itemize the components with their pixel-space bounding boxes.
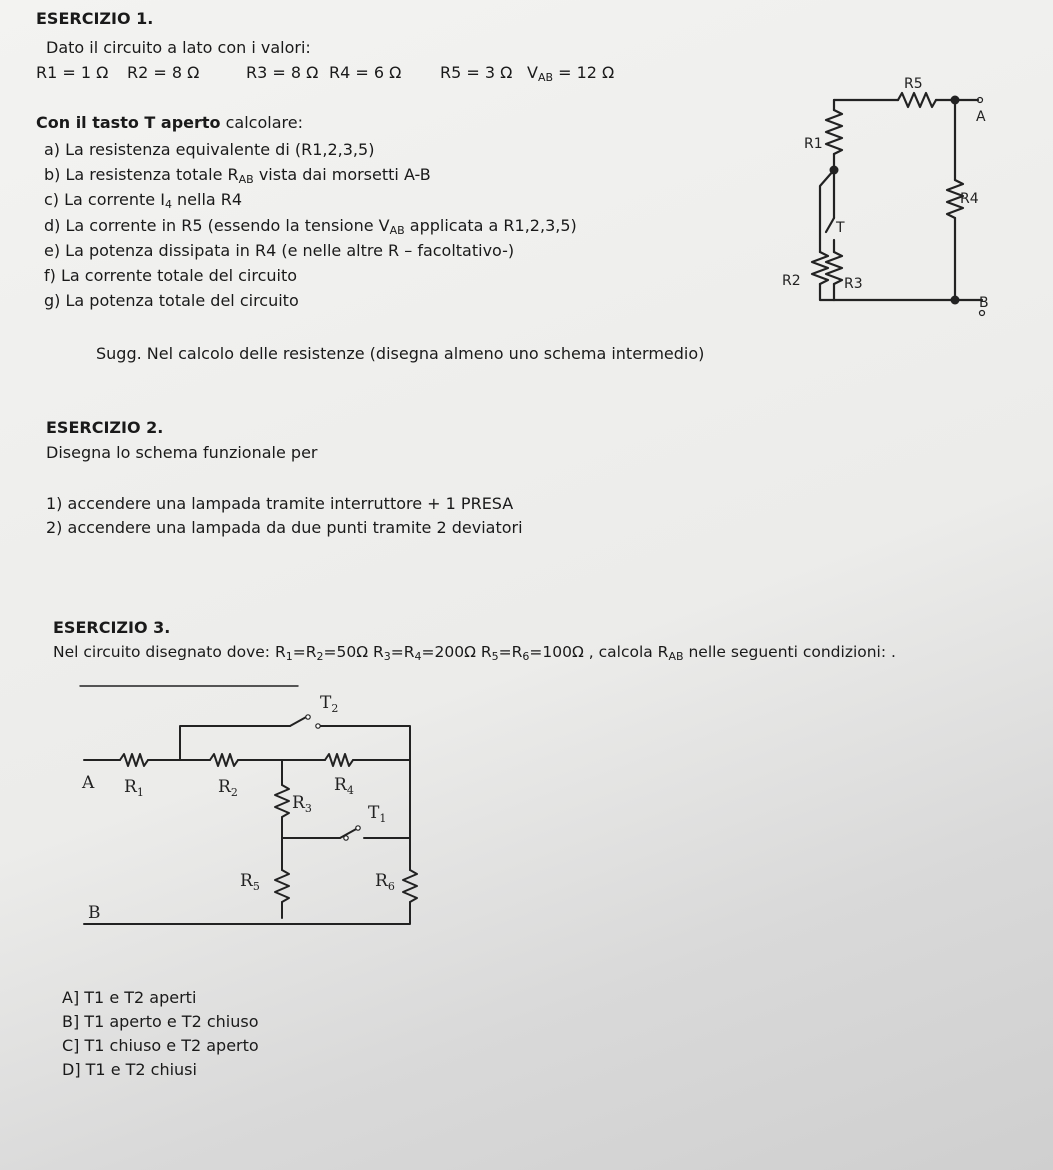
ex1-node-top-right: [951, 96, 960, 105]
ex1-r1-value: R1 = 1 Ω: [36, 63, 109, 82]
ex1-circuit-diagram: [770, 70, 1010, 330]
ex3-label-r1: $R_1$: [124, 777, 144, 799]
ex1-hint: Sugg. Nel calcolo delle resistenze (disegna almeno uno schema intermedio): [96, 344, 705, 363]
ex1-item-d: d) La corrente in R5 (essendo la tensione $V_{AB}$ applicata a R1,2,3,5): [44, 216, 577, 237]
ex1-r3-value: R3 = 8 Ω: [246, 63, 319, 82]
ex1-task: Con il tasto T aperto calcolare:: [36, 113, 303, 132]
ex1-label-r1: R1: [804, 136, 823, 152]
ex1-item-g: g) La potenza totale del circuito: [44, 291, 299, 310]
ex1-label-r5: R5: [904, 76, 923, 92]
ex3-resistor-r2: [210, 754, 238, 766]
ex1-node-bottom-right: [951, 296, 960, 305]
ex3-statement: Nel circuito disegnato dove: $R_1=R_2=50\Omega$ $R_3=R_4=200\Omega$ $R_5=R_6=100\Omega$ , calcola $R_{AB}$ nelle seguenti condizioni: .: [53, 643, 896, 663]
ex1-resistor-r5: [898, 93, 936, 107]
ex3-condition-a: A] T1 e T2 aperti: [62, 988, 197, 1007]
ex1-item-b: b) La resistenza totale $R_{AB}$ vista dai morsetti A-B: [44, 165, 431, 186]
ex1-r4-value: R4 = 6 Ω: [329, 63, 402, 82]
ex1-r5-value: R5 = 3 Ω: [440, 63, 513, 82]
ex2-item-2: 2) accendere una lampada da due punti tramite 2 deviatori: [46, 518, 523, 537]
ex1-intro: Dato il circuito a lato con i valori:: [46, 38, 311, 57]
ex1-item-a: a) La resistenza equivalente di (R1,2,3,5): [44, 140, 375, 159]
ex3-condition-c: C] T1 chiuso e T2 aperto: [62, 1036, 259, 1055]
ex1-terminal-b: [980, 311, 985, 316]
ex3-resistor-r5: [275, 870, 289, 902]
ex1-r2-value: R2 = 8 Ω: [127, 63, 200, 82]
ex1-item-e: e) La potenza dissipata in R4 (e nelle altre R – facoltativo-): [44, 241, 515, 260]
ex1-resistor-r2: [812, 252, 828, 284]
ex3-switch-t1: [340, 828, 358, 838]
ex3-title: ESERCIZIO 3.: [53, 618, 171, 637]
ex3-label-t1: $T_1$: [368, 803, 387, 825]
ex1-node-junction: [830, 166, 839, 175]
ex3-resistor-r4: [325, 754, 353, 766]
ex2-intro: Disegna lo schema funzionale per: [46, 443, 318, 462]
ex3-resistor-r6: [403, 870, 417, 902]
ex1-item-c: c) La corrente $I_4$ nella R4: [44, 190, 243, 211]
ex1-label-r4: R4: [960, 191, 979, 207]
ex3-circuit-diagram: [70, 680, 440, 940]
ex1-vab-value: $V_{AB} = 12$ Ω: [527, 63, 615, 84]
ex3-label-r4: $R_4$: [334, 775, 354, 797]
ex1-label-a: A: [976, 109, 986, 125]
ex1-label-b: B: [979, 295, 989, 311]
ex3-resistor-r3: [275, 785, 289, 817]
ex1-label-r3: R3: [844, 276, 863, 292]
ex1-label-r2: R2: [782, 273, 801, 289]
ex1-title: ESERCIZIO 1.: [36, 9, 154, 28]
ex3-label-r3: $R_3$: [292, 793, 312, 815]
ex3-label-a: A: [82, 773, 95, 793]
ex1-label-t: T: [836, 220, 845, 236]
ex3-resistor-r1: [120, 754, 148, 766]
ex3-condition-d: D] T1 e T2 chiusi: [62, 1060, 197, 1079]
ex2-title: ESERCIZIO 2.: [46, 418, 164, 437]
ex1-switch-t: [826, 218, 834, 232]
ex3-label-b: B: [88, 903, 101, 923]
ex3-condition-b: B] T1 aperto e T2 chiuso: [62, 1012, 259, 1031]
ex3-label-r5: $R_5$: [240, 871, 260, 893]
ex2-item-1: 1) accendere una lampada tramite interruttore + 1 PRESA: [46, 494, 514, 513]
ex1-item-f: f) La corrente totale del circuito: [44, 266, 298, 285]
ex1-resistor-r1: [826, 110, 842, 154]
ex3-label-r2: $R_2$: [218, 777, 238, 799]
ex3-label-t2: $T_2$: [320, 693, 339, 715]
ex3-label-r6: $R_6$: [375, 871, 395, 893]
